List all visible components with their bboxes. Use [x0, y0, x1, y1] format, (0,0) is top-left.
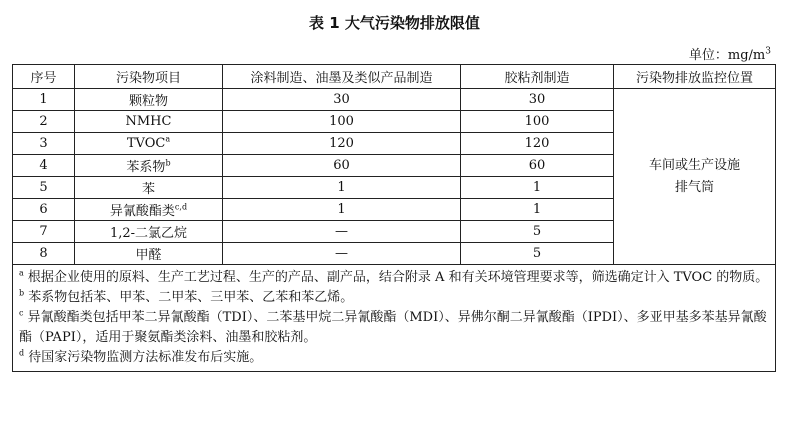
note-a [19, 268, 769, 288]
row-adhesive-limit: 1 [461, 199, 614, 221]
row-adhesive-limit: 1 [461, 177, 614, 199]
row-no: 5 [13, 177, 75, 199]
monitor-location [614, 89, 776, 265]
row-item [75, 155, 223, 177]
row-no: 2 [13, 111, 75, 133]
item-note-mark: b [165, 158, 171, 168]
row-coating-limit: 1 [223, 199, 461, 221]
row-item [75, 221, 223, 243]
item-name: TVOC [126, 136, 166, 151]
item-name: 苯系物 [126, 160, 166, 175]
note-c [19, 308, 769, 348]
item-name: 苯 [141, 182, 155, 197]
row-adhesive-limit: 5 [461, 221, 614, 243]
note-d [19, 348, 769, 368]
note-b [19, 288, 769, 308]
row-coating-limit: 1 [223, 177, 461, 199]
row-no: 3 [13, 133, 75, 155]
row-no: 4 [13, 155, 75, 177]
row-adhesive-limit: 100 [461, 111, 614, 133]
note-text: 根据企业使用的原料、生产工艺过程、生产的产品、副产品，结合附录 A 和有关环境管理要求等，筛选确定计入 TVOC 的物质。 [27, 270, 769, 285]
row-item [75, 177, 223, 199]
header-row [13, 65, 776, 89]
note-mark: c [19, 308, 24, 318]
unit-text: 单位：mg/m [688, 48, 766, 63]
row-item [75, 133, 223, 155]
notes-row [13, 265, 776, 372]
row-adhesive-limit: 120 [461, 133, 614, 155]
header-item: 污染物项目 [75, 65, 223, 89]
item-note-mark: c,d [174, 202, 188, 212]
note-text: 待国家污染物监测方法标准发布后实施。 [28, 350, 263, 365]
row-coating-limit: 120 [223, 133, 461, 155]
table-notes [13, 265, 776, 372]
header-monitor-location: 污染物排放监控位置 [614, 65, 776, 89]
monitor-location-line2: 排气筒 [674, 179, 714, 195]
emission-limits-table [12, 64, 776, 372]
item-name: 1,2-二氯乙烷 [109, 226, 188, 241]
table-row [13, 89, 776, 111]
monitor-location-line1: 车间或生产设施 [648, 157, 740, 173]
row-item [75, 111, 223, 133]
row-no: 6 [13, 199, 75, 221]
note-text: 苯系物包括苯、甲苯、二甲苯、三甲苯、乙苯和苯乙烯。 [28, 290, 354, 305]
header-adhesive: 胶粘剂制造 [461, 65, 614, 89]
item-name: 异氰酸酯类 [109, 204, 175, 219]
unit-superscript: 3 [765, 46, 771, 57]
header-no: 序号 [13, 65, 75, 89]
row-coating-limit: 60 [223, 155, 461, 177]
row-item [75, 89, 223, 111]
note-mark: b [19, 288, 25, 298]
row-coating-limit: 30 [223, 89, 461, 111]
row-coating-limit: 100 [223, 111, 461, 133]
header-coating: 涂料制造、油墨及类似产品制造 [223, 65, 461, 89]
item-name: 颗粒物 [128, 94, 168, 109]
item-note-mark: a [165, 134, 171, 144]
row-item [75, 243, 223, 265]
row-adhesive-limit: 5 [461, 243, 614, 265]
note-text: 异氰酸酯类包括甲苯二异氰酸酯（TDI）、二苯基甲烷二异氰酸酯（MDI）、异佛尔酮二异氰酸酯（IPDI）、多亚甲基多苯基异氰酸酯（PAPI），适用于聚氨酯类涂料、油墨和胶粘剂。 [19, 310, 767, 345]
row-coating-limit: — [223, 221, 461, 243]
row-coating-limit: — [223, 243, 461, 265]
note-mark: a [19, 268, 24, 278]
row-item [75, 199, 223, 221]
row-no: 7 [13, 221, 75, 243]
item-name: 甲醛 [135, 248, 162, 263]
row-adhesive-limit: 60 [461, 155, 614, 177]
row-adhesive-limit: 30 [461, 89, 614, 111]
item-name: NMHC [125, 114, 172, 129]
note-mark: d [19, 348, 25, 358]
unit-label [689, 44, 771, 63]
row-no: 8 [13, 243, 75, 265]
row-no: 1 [13, 89, 75, 111]
table-title: 表 1 大气污染物排放限值 [309, 14, 480, 32]
